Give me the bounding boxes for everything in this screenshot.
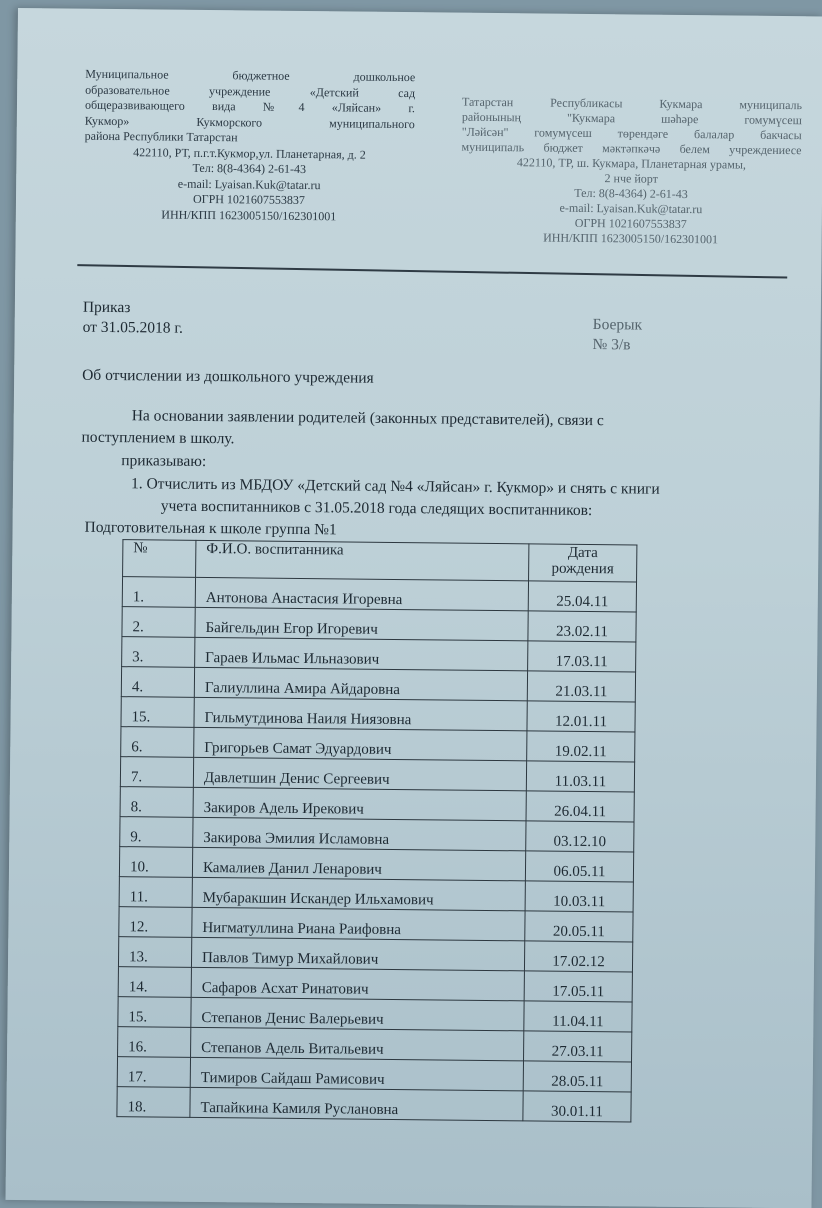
letterhead-phone: Тел: 8(8-4364) 2-61-43: [192, 160, 307, 177]
row-number: 11.: [119, 877, 192, 908]
letterhead-tatar: [461, 95, 803, 249]
letterhead-inn: ИНН/КПП 1623005150/162301001: [543, 230, 719, 247]
pupil-name: Антонова Анастасия Игоревна: [195, 577, 528, 610]
order-subject: Об отчислении из дошкольного учреждения: [82, 366, 374, 387]
letterhead-line: общеразвивающего вида №4 «Ляйсан» г.: [84, 97, 416, 116]
birth-date: 30.01.11: [523, 1091, 631, 1122]
letterhead-line: муниципаль бюджет мәктәпкәчә белем учреждениесе: [461, 139, 802, 158]
letterhead-email: e-mail: Lyaisan.Kuk@tatar.ru: [177, 176, 321, 192]
pupil-name: Степанов Денис Валерьевич: [191, 997, 524, 1030]
letterhead-address: 422110, РТ, п.г.т.Кукмор,ул. Планетарная, д. 2: [133, 144, 366, 162]
birth-date: 10.03.11: [525, 881, 633, 912]
row-number: 8.: [120, 787, 193, 818]
pupil-name: Закиров Адель Ирекович: [193, 787, 526, 820]
item-text-line: 1. Отчислить из МБДОУ «Детский сад №4 «Ляйсан» г. Кукмор» и снять с книги: [130, 475, 660, 498]
pupil-name: Степанов Адель Витальевич: [191, 1027, 524, 1060]
birth-date: 03.12.10: [526, 821, 634, 852]
row-number: 10.: [119, 847, 192, 878]
row-number: 15.: [121, 697, 194, 728]
birth-date: 11.03.11: [526, 761, 634, 792]
letterhead-line: Кукмор» Кукморского муниципального: [84, 113, 415, 131]
pupils-table: [116, 539, 637, 1122]
row-number: 6.: [121, 727, 194, 758]
column-header-number: №: [123, 540, 196, 578]
row-number: 4.: [121, 667, 194, 698]
letterhead-line: района Республики Татарстан: [84, 128, 238, 145]
birth-date: 17.02.12: [524, 941, 632, 972]
pupil-name: Камалиев Данил Ленарович: [192, 847, 525, 880]
pupil-name: Гильмутдинова Наиля Ниязовна: [194, 697, 527, 730]
pupil-name: Тимиров Сайдаш Рамисович: [190, 1057, 523, 1090]
pupil-name: Гараев Ильмас Ильназович: [195, 637, 528, 670]
row-number: 3.: [122, 637, 195, 668]
row-number: 2.: [122, 607, 195, 638]
letterhead-ogrn: ОГРН 1021607553837: [192, 191, 306, 208]
letterhead-address: 2 нче йорт: [604, 171, 658, 186]
birth-date: 25.04.11: [528, 581, 636, 612]
row-number: 1.: [122, 577, 195, 608]
pupil-name: Тапайкина Камиля Руслановна: [190, 1087, 523, 1120]
row-number: 15.: [118, 997, 191, 1028]
letterhead-email: e-mail: Lyaisan.Kuk@tatar.ru: [559, 200, 703, 217]
pupil-name: Нигматуллина Риана Раифовна: [192, 907, 525, 940]
letterhead-russian: [84, 67, 416, 225]
letterhead-line: "Ләйсән" гомумүсеш төрендәге балалар бакчасы: [461, 124, 802, 143]
birth-date: 28.05.11: [523, 1061, 631, 1092]
header-divider: [77, 264, 787, 278]
letterhead-inn: ИНН/КПП 1623005150/162301001: [161, 207, 337, 223]
birth-date: 11.04.11: [524, 1001, 632, 1032]
table-header-row: [123, 540, 637, 582]
letterhead-phone: Тел: 8(8-4364) 2-61-43: [574, 185, 688, 202]
order-date: от 31.05.2018 г.: [82, 318, 184, 337]
row-number: 14.: [118, 967, 191, 998]
birth-date: 21.03.11: [527, 671, 635, 702]
birth-date: 27.03.11: [524, 1031, 632, 1062]
pupil-name: Павлов Тимур Михайлович: [191, 937, 524, 970]
order-label-tatar: Боерык: [592, 316, 643, 334]
birth-date: 17.05.11: [524, 971, 632, 1002]
letterhead-line: образовательное учреждение «Детский сад: [85, 82, 416, 100]
pupil-name: Мубаракшин Искандер Ильхамович: [192, 877, 525, 910]
letterhead-ogrn: ОГРН 1021607553837: [574, 215, 687, 232]
order-label: Приказ: [82, 298, 131, 317]
column-header-dob: [529, 544, 637, 582]
group-name: Подготовительная к школе группа №1: [84, 518, 337, 539]
item-text-line: учета воспитанников с 31.05.2018 года следящих воспитанников:: [160, 497, 593, 520]
letterhead-line: районының "Кукмара шәһәре гомумүсеш: [461, 109, 802, 128]
pupil-name: Галиуллина Амира Айдаровна: [194, 667, 527, 700]
basis-text-line: поступлением в школу.: [81, 428, 235, 448]
birth-date: 23.02.11: [528, 611, 636, 642]
row-number: 9.: [120, 817, 193, 848]
row-number: 17.: [117, 1057, 190, 1088]
pupil-name: Давлетшин Денис Сергеевич: [193, 757, 526, 790]
document-page: [6, 8, 822, 1208]
letterhead-line: Татарстан Республикасы Кукмара муниципаль: [461, 94, 803, 113]
birth-date: 26.04.11: [526, 791, 634, 822]
birth-date: 12.01.11: [527, 701, 635, 732]
row-number: 12.: [119, 907, 192, 938]
basis-text-line: На основании заявлении родителей (законных представителей), связи с: [131, 407, 604, 430]
letterhead-address: 422110, ТР, ш. Кукмара, Планетарная урамы,: [516, 155, 747, 172]
column-header-name: Ф.И.О. воспитанника: [196, 540, 529, 580]
pupil-name: Сафаров Асхат Ринатович: [191, 967, 524, 1000]
order-number: № 3/в: [592, 336, 631, 354]
row-number: 13.: [118, 937, 191, 968]
letterhead-line: Муниципальное бюджетное дошкольное: [85, 66, 416, 85]
birth-date: 17.03.11: [528, 641, 636, 672]
order-verb: приказываю:: [121, 452, 207, 470]
birth-date: 06.05.11: [525, 851, 633, 882]
birth-date: 20.05.11: [525, 911, 633, 942]
pupil-name: Закирова Эмилия Исламовна: [193, 817, 526, 850]
pupil-name: Байгельдин Егор Игоревич: [195, 607, 528, 640]
row-number: 7.: [120, 757, 193, 788]
pupil-name: Григорьев Самат Эдуардович: [194, 727, 527, 760]
row-number: 18.: [117, 1087, 190, 1118]
birth-date: 19.02.11: [527, 731, 635, 762]
column-header-dob-line: Дата: [567, 544, 598, 562]
row-number: 16.: [118, 1027, 191, 1058]
table-row: [117, 1087, 631, 1122]
column-header-dob-line: рождения: [551, 560, 614, 578]
